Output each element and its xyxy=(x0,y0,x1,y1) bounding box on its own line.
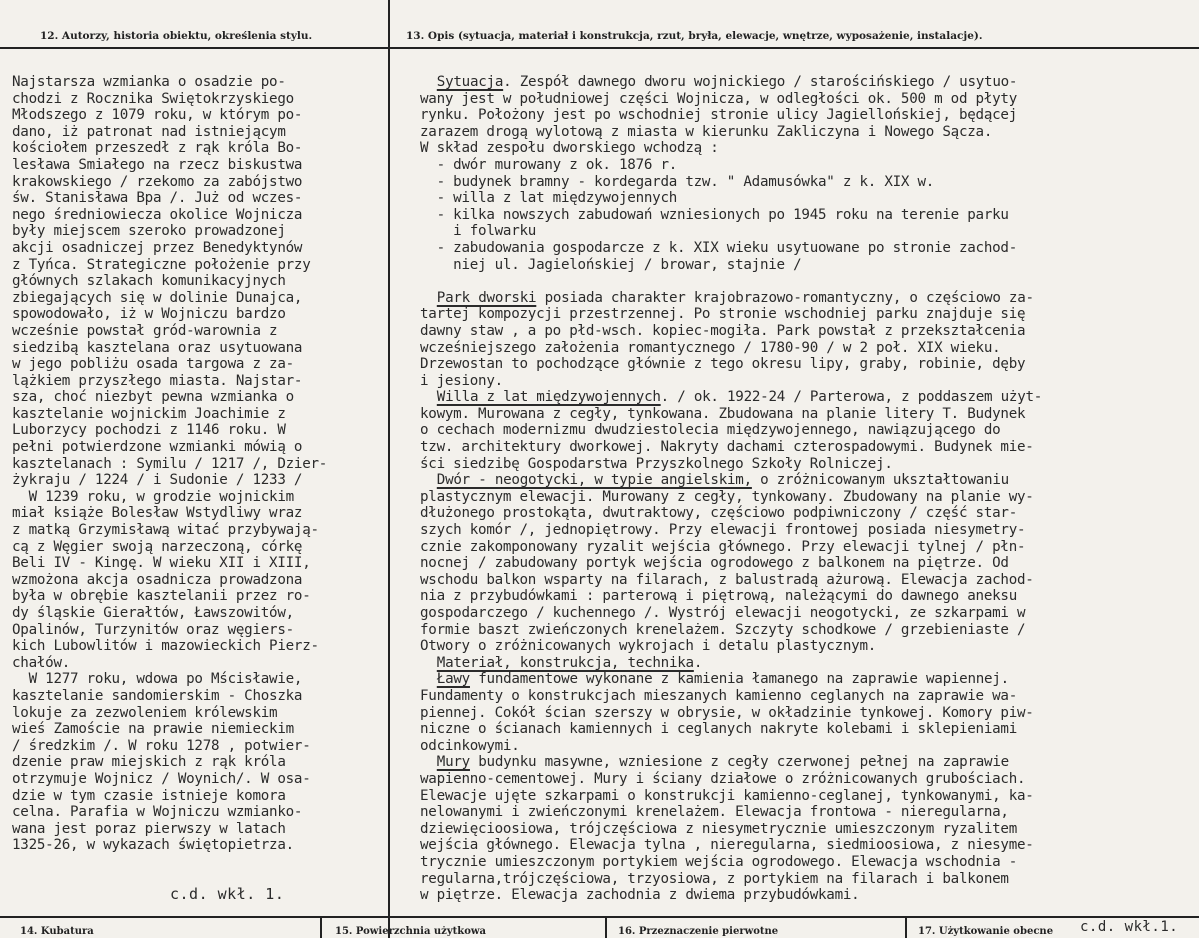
history-line: św. Stanisława Bpa /. Już od wczes- xyxy=(12,190,303,207)
description-line xyxy=(420,290,1195,307)
description-line xyxy=(420,804,1195,821)
section-heading: Ławy xyxy=(436,671,470,688)
description-line xyxy=(420,622,1195,639)
line-text: tartej kompozycji przestrzennej. Po stronie wschodniej parku znajduje się xyxy=(420,306,1026,323)
column-divider xyxy=(388,0,390,938)
line-text: wapienno-cementowej. Mury i ściany działowe o zróżnicowanych grubościach. xyxy=(420,770,1026,787)
line-text: - budynek bramny - kordegarda tzw. " Adamusówka" z k. XIX w. xyxy=(420,173,935,190)
description-line xyxy=(420,738,1195,755)
description-line xyxy=(420,572,1195,589)
history-line: / średzkim /. W roku 1278 , potwier- xyxy=(12,737,311,754)
history-line: Luborzycy pochodzi z 1146 roku. W xyxy=(12,422,286,439)
description-line xyxy=(420,340,1195,357)
description-line xyxy=(420,821,1195,838)
history-line: chodzi z Rocznika Swiętokrzyskiego xyxy=(12,90,294,107)
history-line: dzenie praw miejskich z rąk króla xyxy=(12,754,286,771)
description-line xyxy=(420,788,1195,805)
description-line xyxy=(420,356,1195,373)
history-line: wcześnie powstał gród-warownia z xyxy=(12,322,278,339)
history-line: W 1239 roku, w grodzie wojnickim xyxy=(12,488,294,505)
description-line xyxy=(420,323,1195,340)
line-text: niczne o ścianach kamiennych i ceglanych nakryte kolebami i sklepieniami xyxy=(420,721,1017,738)
description-line xyxy=(420,837,1195,854)
line-text: . Zespół dawnego dworu wojnickiego / starościńskiego / usytuo- xyxy=(503,74,1018,90)
footer-divider-3 xyxy=(905,916,907,938)
history-line: dano, iż patronat nad istniejącym xyxy=(12,123,286,140)
history-line: akcji osadniczej przez Benedyktynów xyxy=(12,239,303,256)
description-line xyxy=(420,140,1195,157)
history-line: żykraju / 1224 / i Sudonie / 1233 / xyxy=(12,472,303,489)
history-line: z Tyńca. Strategiczne położenie przy xyxy=(12,256,311,273)
description-line xyxy=(420,257,1195,274)
history-line: celna. Parafia w Wojniczu wzmianko- xyxy=(12,804,303,821)
history-line: kościołem przeszedł z rąk króla Bo- xyxy=(12,140,303,157)
history-line: siedzibą kasztelana oraz usytuowana xyxy=(12,339,303,356)
history-line: sza, choć niezbyt pewna wzmianka o xyxy=(12,389,294,406)
line-text: Otwory o zróżnicowanych wykrojach i detalu plastycznym. xyxy=(420,638,877,655)
line-text: niej ul. Jagielońskiej / browar, stajnie / xyxy=(420,256,802,273)
header-underline xyxy=(0,47,1199,49)
line-text: odcinkowymi. xyxy=(420,737,520,754)
description-line xyxy=(420,638,1195,655)
description-line xyxy=(420,671,1195,688)
section-13-header xyxy=(406,30,983,42)
line-text: budynku masywne, wzniesione z cegły czerwonej pełnej na zaprawie xyxy=(469,754,1009,771)
history-line: dy śląskie Gierałtów, Ławszowitów, xyxy=(12,605,294,621)
line-text: wany jest w południowej części Wojnicza, w odległości ok. 500 m od płyty xyxy=(420,90,1017,107)
line-text: dziewięcioosiowa, trójczęściowa z niesymetrycznie umieszczonym ryzalitem xyxy=(420,820,1017,837)
history-line: chałów. xyxy=(12,654,71,671)
line-text: . / ok. 1922-24 / Parterowa, z poddaszem użyt- xyxy=(660,389,1043,406)
section-heading: Materiał, konstrukcja, technika xyxy=(436,654,694,671)
line-text: i jesiony. xyxy=(420,372,503,389)
footer-przeznaczenie: 16. Przeznaczenie pierwotne xyxy=(618,926,779,937)
description-line xyxy=(420,240,1195,257)
description-line xyxy=(420,887,1195,904)
line-text: o zróżnicowanym ukształtowaniu xyxy=(751,472,1009,489)
description-line xyxy=(420,854,1195,871)
description-line xyxy=(420,505,1195,522)
line-text: nelowanymi i zwieńczonymi krenelażem. Elewacja frontowa - nieregularna, xyxy=(420,804,1009,821)
history-line: Młodszego z 1079 roku, w którym po- xyxy=(12,107,303,124)
line-text: dłużonego prostokąta, dwutraktowy, częściowo podpiwniczony / część star- xyxy=(420,505,1017,522)
line-text: i folwarku xyxy=(420,223,537,240)
history-line: w jego pobliżu osada targowa z za- xyxy=(12,356,294,373)
history-line: nego średniowiecza okolice Wojnicza xyxy=(12,206,303,223)
history-line: spowodowało, iż w Wojniczu bardzo xyxy=(12,306,286,323)
description-line xyxy=(420,190,1195,207)
section-heading: Dwór - neogotycki, w typie angielskim, xyxy=(436,472,752,489)
description-line xyxy=(420,306,1195,323)
description-line xyxy=(420,721,1195,738)
description-line xyxy=(420,74,1195,91)
description-line xyxy=(420,705,1195,722)
history-line: były miejscem szeroko prowadzonej xyxy=(12,223,286,240)
line-text: Elewacje ujęte szkarpami o konstrukcji kamienno-ceglanej, tynkowanymi, ka- xyxy=(420,787,1034,804)
description-line xyxy=(420,406,1195,423)
line-text: . xyxy=(693,654,703,671)
line-text: zarazem drogą wylotową z miasta w kierunku Zakliczyna i Nowego Sącza. xyxy=(420,123,993,140)
description-line xyxy=(420,522,1195,539)
section-heading: Sytuacja xyxy=(436,74,504,90)
line-text: kowym. Murowana z cegły, tynkowana. Zbudowana na planie litery T. Budynek xyxy=(420,405,1026,422)
history-line: kasztelanie wojnickim Joachimie z xyxy=(12,405,286,422)
history-line: miał książe Bolesław Wstydliwy wraz xyxy=(12,505,303,522)
footer-divider-2 xyxy=(605,916,607,938)
description-line xyxy=(420,273,1195,290)
history-line: zbiegających się w dolinie Dunajca, xyxy=(12,289,303,306)
description-line xyxy=(420,688,1195,705)
footer-rule xyxy=(0,916,1199,918)
description-line xyxy=(420,373,1195,390)
footer-continuation-note: c.d. wkł.1. xyxy=(1080,919,1179,935)
line-text: szych komór /, jednopiętrowy. Przy elewacji frontowej posiada niesymetry- xyxy=(420,522,1026,539)
line-text: posiada charakter krajobrazowo-romantyczny, o częściowo za- xyxy=(536,289,1034,306)
description-line xyxy=(420,124,1195,141)
history-line: wieś Zamoście na prawie niemieckim xyxy=(12,721,294,738)
history-line: 1325-26, w wykazach świętopietrza. xyxy=(12,837,294,854)
line-text: w piętrze. Elewacja zachodnia z dwiema przybudówkami. xyxy=(420,887,860,904)
line-text: nia z przybudówkami : parterową i piętrową, należącymi do dawnego aneksu xyxy=(420,588,1017,605)
history-line: z matką Grzymisławą witać przybywają- xyxy=(12,522,319,539)
description-line xyxy=(420,539,1195,556)
history-line: lążkiem przyszłego miasta. Najstar- xyxy=(12,372,303,389)
history-line: wzmożona akcja osadnicza prowadzona xyxy=(12,571,303,588)
description-line xyxy=(420,472,1195,489)
line-text: nocnej / zabudowany portyk wejścia ogrodowego z balkonem na piętrze. Od xyxy=(420,555,1009,572)
history-line: kasztelanach : Symilu / 1217 /, Dzier- xyxy=(12,455,328,472)
history-line: głównych szlakach komunikacyjnych xyxy=(12,273,286,290)
line-text: formie baszt zwieńczonych krenelażem. Szczyty schodkowe / grzebieniaste / xyxy=(420,621,1026,638)
section-heading: Willa z lat międzywojennych xyxy=(436,389,661,406)
line-text: wejścia głównego. Elewacja tylna , nieregularna, siedmioosiowa, z niesyme- xyxy=(420,837,1034,854)
line-text: cznie zakomponowany ryzalit wejścia głównego. Przy elewacji tylnej / płn- xyxy=(420,538,1026,555)
description-line xyxy=(420,588,1195,605)
history-line: dzie w tym czasie istnieje komora xyxy=(12,787,286,804)
description-line xyxy=(420,207,1195,224)
section-heading: Mury xyxy=(436,754,470,771)
line-text: dawny staw , a po płd-wsch. kopiec-mogiła. Park powstał z przekształcenia xyxy=(420,322,1026,339)
line-text: plastycznym elewacji. Murowany z cegły, tynkowany. Zbudowany na planie wy- xyxy=(420,488,1034,505)
history-line: była w obrębie kasztelanii przez ro- xyxy=(12,588,311,605)
line-text: - zabudowania gospodarcze z k. XIX wieku usytuowane po stronie zachod- xyxy=(420,239,1017,256)
footer-kubatura: 14. Kubatura xyxy=(20,926,94,937)
history-line: cą z Węgier swoją narzeczoną, córkę xyxy=(12,538,303,555)
history-line: W 1277 roku, wdowa po Mścisławie, xyxy=(12,671,303,688)
history-line: Beli IV - Kingę. W wieku XII i XIII, xyxy=(12,555,311,572)
left-continuation-note: c.d. wkł. 1. xyxy=(170,885,285,903)
history-line: pełni potwierdzone wzmianki mówią o xyxy=(12,439,303,456)
line-text: regularna,trójczęściowa, trzyosiowa, z portykiem na filarach i balkonem xyxy=(420,870,1009,887)
line-text: o cechach modernizmu dwudziestolecia międzywojennego, nawiązującego do xyxy=(420,422,1001,439)
history-line: Najstarsza wzmianka o osadzie po- xyxy=(12,74,286,90)
line-text: ści siedzibę Gospodarstwa Przyszkolnego Szkoły Rolniczej. xyxy=(420,455,893,472)
section-heading: Park dworski xyxy=(436,289,537,306)
description-line xyxy=(420,871,1195,888)
line-text: - willa z lat międzywojennych xyxy=(420,190,678,207)
line-text: tzw. architektury dworkowej. Nakryty dachami czterospadowymi. Budynek mie- xyxy=(420,439,1034,456)
line-text: Fundamenty o konstrukcjach mieszanych kamienno ceglanych na zaprawie wa- xyxy=(420,687,1017,704)
history-line: wana jest poraz pierwszy w latach xyxy=(12,820,286,837)
description-line xyxy=(420,174,1195,191)
history-line: lokuje za zezwoleniem królewskim xyxy=(12,704,278,721)
description-line xyxy=(420,456,1195,473)
description-line xyxy=(420,655,1195,672)
footer-uzytkowanie: 17. Użytkowanie obecne xyxy=(918,926,1054,937)
history-line: Opalinów, Turzynitów oraz węgiers- xyxy=(12,621,294,638)
section-13-subtitle: (sytuacja, materiał i konstrukcja, rzut, bryła, elewacje, wnętrze, wyposażenie, instalacje). xyxy=(457,30,983,42)
description-line xyxy=(420,91,1195,108)
history-line: lesława Smiałego na rzecz biskustwa xyxy=(12,156,303,173)
description-line xyxy=(420,157,1195,174)
history-line: kich Lubowlitów i mazowieckich Pierz- xyxy=(12,638,319,655)
footer-powierzchnia: 15. Powierzchnia użytkowa xyxy=(335,926,486,937)
description-line xyxy=(420,422,1195,439)
history-line: kasztelanie sandomierskim - Choszka xyxy=(12,687,303,704)
description-line xyxy=(420,489,1195,506)
description-line xyxy=(420,439,1195,456)
line-text: trycznie umieszczonym portykiem wejścia ogrodowego. Elewacja wschodnia - xyxy=(420,853,1017,870)
description-line xyxy=(420,754,1195,771)
description-line xyxy=(420,389,1195,406)
history-line: otrzymuje Wojnicz / Woynich/. W osa- xyxy=(12,770,311,787)
footer-divider-1 xyxy=(320,916,322,938)
line-text: fundamentowe wykonane z kamienia łamanego na zaprawie wapiennej. xyxy=(469,671,1009,688)
section-13-number: 13. Opis xyxy=(406,30,455,42)
description-line xyxy=(420,555,1195,572)
line-text: wcześniejszego założenia romantycznego / 1780-90 / w 2 poł. XIX wieku. xyxy=(420,339,1001,356)
line-text: rynku. Położony jest po wschodniej stronie ulicy Jagiellońskiej, będącej xyxy=(420,107,1017,124)
line-text: - dwór murowany z ok. 1876 r. xyxy=(420,156,678,173)
description-line xyxy=(420,223,1195,240)
line-text: gospodarczego / kuchennego /. Wystrój elewacji neogotycki, ze szkarpami w xyxy=(420,605,1026,621)
description-line xyxy=(420,605,1195,622)
description-line xyxy=(420,771,1195,788)
section-12-header: 12. Autorzy, historia obiektu, określenia stylu. xyxy=(40,30,313,42)
description-text xyxy=(420,74,1195,904)
line-text: piennej. Cokół ścian szerszy w obrysie, w okładzinie tynkowej. Komory piw- xyxy=(420,704,1034,721)
line-text: Drzewostan to pochodzące głównie z tego okresu lipy, graby, robinie, dęby xyxy=(420,356,1026,373)
line-text: W skład zespołu dworskiego wchodzą : xyxy=(420,140,719,157)
description-line xyxy=(420,107,1195,124)
line-text: wschodu balkon wsparty na filarach, z balustradą ażurową. Elewacja zachod- xyxy=(420,571,1034,588)
history-text xyxy=(12,74,388,854)
line-text: - kilka nowszych zabudowań wzniesionych po 1945 roku na terenie parku xyxy=(420,206,1009,223)
history-line: krakowskiego / rzekomo za zabójstwo xyxy=(12,173,303,190)
